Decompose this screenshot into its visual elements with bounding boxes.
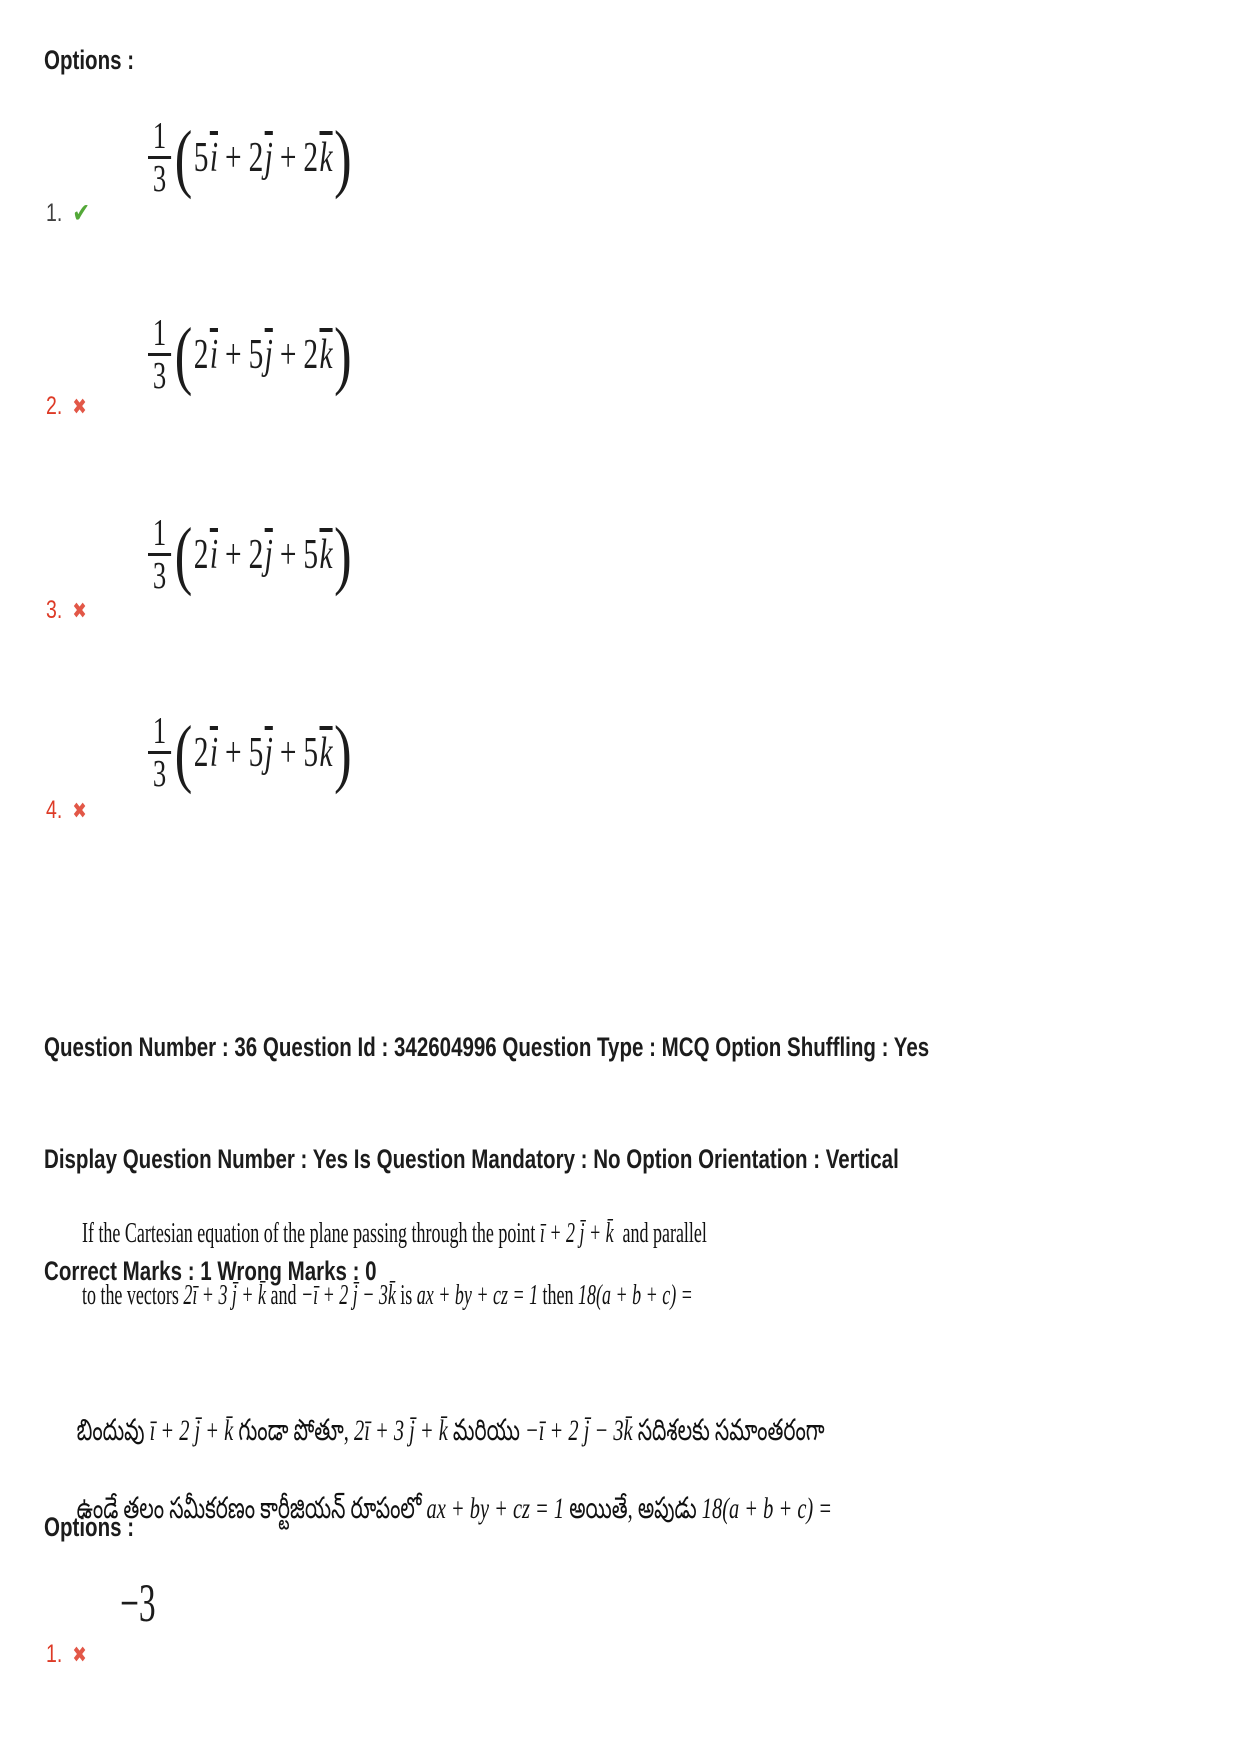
left-paren: ( bbox=[174, 312, 193, 397]
option-1-result-q36 bbox=[46, 1640, 87, 1669]
vector-j: $\overline{j}$ bbox=[264, 134, 273, 181]
text-segment: is bbox=[395, 1279, 417, 1311]
vector-k: $\overline{k}$ bbox=[319, 134, 333, 181]
fraction-denominator: 3 bbox=[148, 156, 171, 199]
option-4-result bbox=[46, 796, 87, 825]
option-2-formula bbox=[148, 313, 353, 397]
option-2-result bbox=[46, 392, 87, 421]
math-expression: 2ī + 3 j̄ + k̄ bbox=[353, 1414, 448, 1447]
cross-icon: ✖ bbox=[72, 797, 87, 823]
math-expression: 2ī + 3 j̄ + k̄ bbox=[183, 1279, 267, 1311]
option-number: 1. bbox=[46, 199, 63, 227]
fraction-numerator: 1 bbox=[152, 115, 167, 157]
option-number: 2. bbox=[46, 392, 63, 420]
option-1-formula bbox=[148, 116, 353, 200]
option-3-result bbox=[46, 596, 87, 625]
text-segment: మరియు bbox=[447, 1414, 526, 1447]
fraction-numerator: 1 bbox=[152, 312, 167, 354]
options-heading: Options : bbox=[44, 45, 135, 75]
coefficient: 2 bbox=[193, 729, 209, 776]
vector-i: $\overline{i}$ bbox=[209, 331, 218, 378]
right-paren: ) bbox=[333, 312, 352, 397]
vector-j: $\overline{j}$ bbox=[264, 331, 273, 378]
option-1-result bbox=[46, 198, 90, 229]
text-segment: then bbox=[538, 1279, 579, 1311]
options-heading: Options : bbox=[44, 1512, 135, 1542]
math-expression: ī + 2 j̄ + k̄ bbox=[149, 1414, 234, 1447]
math-expression: 18(a + b + c) = bbox=[701, 1492, 833, 1525]
coefficient: 2 bbox=[303, 331, 319, 378]
left-paren: ( bbox=[174, 710, 193, 795]
plus-operator: + bbox=[224, 331, 242, 378]
cross-icon: ✖ bbox=[72, 1641, 87, 1667]
metadata-line: Correct Marks : 1 Wrong Marks : 0 bbox=[44, 1256, 377, 1286]
vector-k: $\overline{k}$ bbox=[319, 729, 333, 776]
fraction bbox=[148, 513, 171, 597]
vector-i: $\overline{i}$ bbox=[209, 134, 218, 181]
fraction bbox=[148, 711, 171, 795]
coefficient: 5 bbox=[303, 729, 319, 776]
text-segment: బిందువు bbox=[76, 1414, 150, 1447]
coefficient: 2 bbox=[303, 134, 319, 181]
fraction-denominator: 3 bbox=[148, 751, 171, 794]
coefficient: 2 bbox=[248, 531, 264, 578]
text-segment: గుండా పోతూ, bbox=[233, 1414, 354, 1447]
plus-operator: + bbox=[279, 729, 297, 776]
text-segment: and bbox=[266, 1279, 301, 1311]
option-number: 1. bbox=[46, 1640, 63, 1668]
math-expression: ax + by + cz = 1 bbox=[426, 1492, 565, 1525]
plus-operator: + bbox=[224, 531, 242, 578]
vector-i: $\overline{i}$ bbox=[209, 729, 218, 776]
coefficient: 5 bbox=[303, 531, 319, 578]
plus-operator: + bbox=[279, 331, 297, 378]
left-paren: ( bbox=[174, 512, 193, 597]
math-expression: −ī + 2 j̄ − 3k̄ bbox=[300, 1279, 396, 1311]
math-expression: 18(a + b + c) = bbox=[578, 1279, 693, 1311]
option-1-value: −3 bbox=[120, 1573, 156, 1633]
coefficient: 2 bbox=[248, 134, 264, 181]
math-expression: ī + 2 j̄ + k̄ bbox=[539, 1217, 614, 1249]
math-expression: ax + by + cz = 1 bbox=[416, 1279, 539, 1311]
coefficient: 5 bbox=[248, 729, 264, 776]
cross-icon: ✖ bbox=[72, 393, 87, 419]
plus-operator: + bbox=[224, 134, 242, 181]
vector-j: $\overline{j}$ bbox=[264, 729, 273, 776]
plus-operator: + bbox=[279, 531, 297, 578]
vector-k: $\overline{k}$ bbox=[319, 531, 333, 578]
option-3-formula bbox=[148, 513, 353, 597]
plus-operator: + bbox=[224, 729, 242, 776]
coefficient: 2 bbox=[193, 531, 209, 578]
math-expression: −ī + 2 j̄ − 3k̄ bbox=[525, 1414, 633, 1447]
question-line bbox=[46, 1314, 832, 1447]
fraction bbox=[148, 116, 171, 200]
check-icon: ✔ bbox=[72, 198, 91, 228]
metadata-line: Display Question Number : Yes Is Question Mandatory : No Option Orientation : Vertical bbox=[44, 1144, 899, 1174]
option-number: 4. bbox=[46, 796, 63, 824]
fraction-denominator: 3 bbox=[148, 553, 171, 596]
coefficient: 2 bbox=[193, 331, 209, 378]
metadata-line: Question Number : 36 Question Id : 342604996 Question Type : MCQ Option Shuffling : Yes bbox=[44, 1032, 930, 1062]
question-line bbox=[55, 1140, 707, 1249]
option-number: 3. bbox=[46, 596, 63, 624]
text-segment: If the Cartesian equation of the plane passing through the point bbox=[81, 1217, 540, 1249]
coefficient: 5 bbox=[248, 331, 264, 378]
text-segment: to the vectors bbox=[81, 1279, 184, 1311]
right-paren: ) bbox=[333, 115, 352, 200]
left-paren: ( bbox=[174, 115, 193, 200]
vector-j: $\overline{j}$ bbox=[264, 531, 273, 578]
text-segment: అయితే, అపుడు bbox=[564, 1492, 702, 1525]
text-segment: సదిశలకు సమాంతరంగా bbox=[632, 1414, 825, 1447]
fraction bbox=[148, 313, 171, 397]
option-4-formula bbox=[148, 711, 353, 795]
question-text-telugu bbox=[46, 1314, 833, 1525]
text-segment: and parallel bbox=[613, 1217, 707, 1249]
plus-operator: + bbox=[279, 134, 297, 181]
coefficient: 5 bbox=[193, 134, 209, 181]
fraction-numerator: 1 bbox=[152, 710, 167, 752]
right-paren: ) bbox=[333, 512, 352, 597]
fraction-denominator: 3 bbox=[148, 353, 171, 396]
vector-k: $\overline{k}$ bbox=[319, 331, 333, 378]
cross-icon: ✖ bbox=[72, 597, 87, 623]
right-paren: ) bbox=[333, 710, 352, 795]
vector-i: $\overline{i}$ bbox=[209, 531, 218, 578]
fraction-numerator: 1 bbox=[152, 512, 167, 554]
text-segment: ఉండే తలం సమీకరణం కార్టీజియన్ రూపంలో bbox=[76, 1492, 427, 1525]
